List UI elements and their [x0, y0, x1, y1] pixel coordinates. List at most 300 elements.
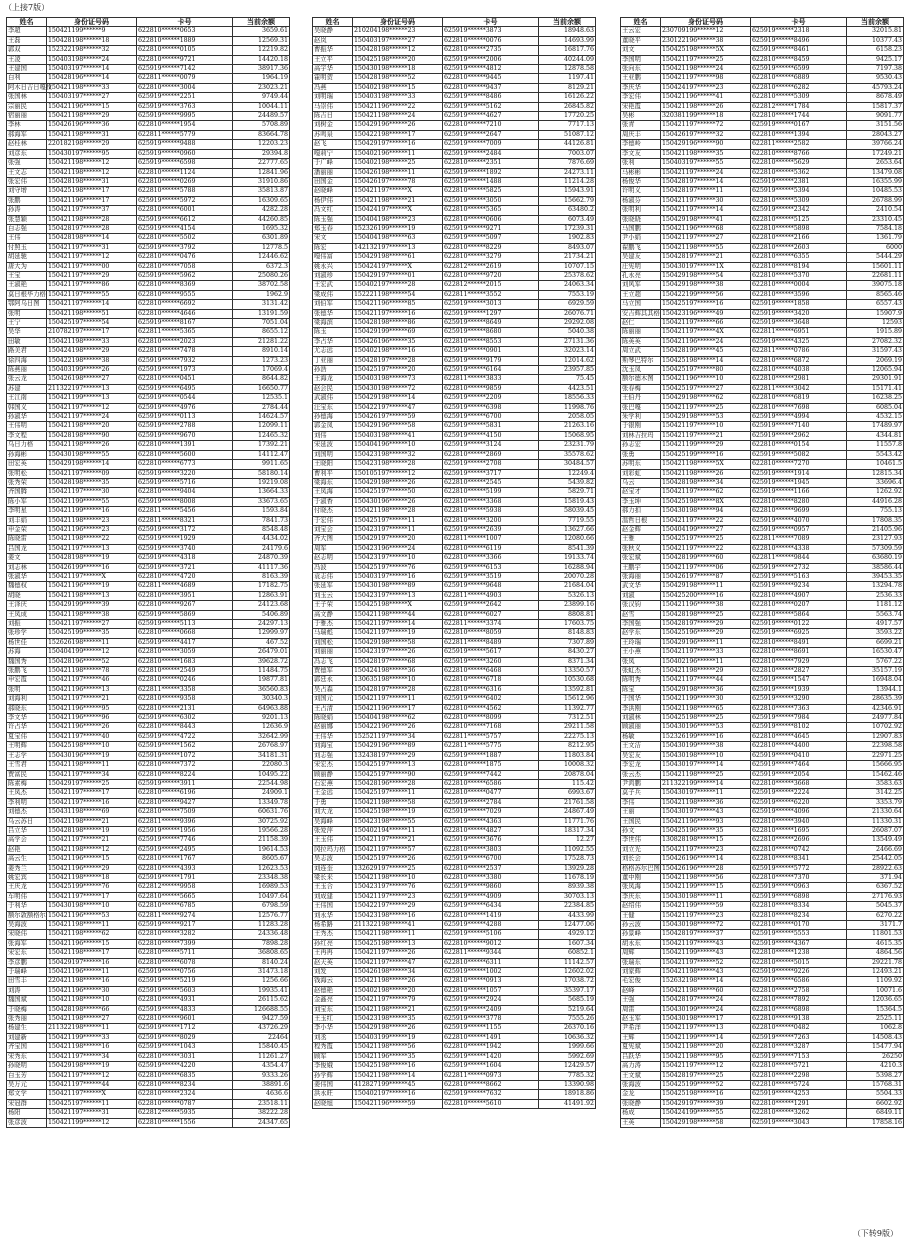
card-number-cell: 625919******4253 — [751, 1090, 847, 1099]
table-row — [313, 1005, 596, 1014]
id-number-cell: 150421198******26 — [661, 102, 751, 111]
table-row — [7, 648, 290, 657]
table-row — [621, 977, 904, 986]
card-number-cell: 622810******8691 — [751, 648, 847, 657]
name-cell: 李小华 — [313, 1024, 353, 1033]
name-cell: 孙文 — [621, 826, 661, 835]
card-number-cell: 625919******9488 — [137, 140, 233, 149]
balance-cell: 6085.04 — [847, 403, 904, 412]
id-number-cell: 150425197******26 — [353, 855, 443, 864]
card-number-cell: 625919******7632 — [443, 1090, 539, 1099]
table-row — [313, 977, 596, 986]
card-number-cell: 625919******6598 — [137, 159, 233, 168]
card-number-cell: 622810******3940 — [751, 817, 847, 826]
card-number-cell: 622810******6355 — [751, 253, 847, 262]
card-number-cell: 622810******4931 — [137, 996, 233, 1005]
table-row — [7, 488, 290, 497]
id-number-cell: 150429198******58 — [353, 638, 443, 647]
account-table-column-2 — [312, 17, 595, 1109]
name-cell: 莫子兵 — [621, 789, 661, 798]
id-number-cell: 150429196******58 — [353, 422, 443, 431]
table-row — [313, 319, 596, 328]
table-row — [7, 704, 290, 713]
id-number-cell: 211322197******13 — [47, 384, 137, 393]
id-number-cell: 150428198******90 — [47, 431, 137, 440]
card-number-cell: 622810******1124 — [137, 168, 233, 177]
card-number-cell: 622810******4645 — [751, 732, 847, 741]
id-number-cell: 150430197******95 — [47, 149, 137, 158]
card-number-cell: 622810******9445 — [443, 74, 539, 83]
balance-cell: 12080.66 — [539, 535, 596, 544]
name-cell: 高宇华 — [313, 65, 353, 74]
id-number-cell: 150421199******33 — [47, 1033, 137, 1042]
id-number-cell: 150429199******39 — [47, 601, 137, 610]
balance-cell: 21684.04 — [539, 582, 596, 591]
balance-cell: 24347.65 — [233, 1118, 290, 1127]
card-number-cell: 625919******9179 — [443, 356, 539, 365]
card-number-cell: 625919******8680 — [443, 328, 539, 337]
table-row — [7, 1099, 290, 1108]
card-number-cell: 622811******1007 — [443, 535, 539, 544]
balance-cell: 21281.22 — [233, 337, 290, 346]
card-number-cell: 622810******1057 — [443, 986, 539, 995]
card-number-cell: 625919******4288 — [443, 921, 539, 930]
balance-cell: 18948.63 — [539, 27, 596, 36]
account-balance-table — [6, 17, 290, 1128]
id-number-cell: 150421199******13 — [47, 394, 137, 403]
id-number-cell: 150421198******28 — [353, 507, 443, 516]
name-cell: 冯波 — [313, 563, 353, 572]
name-cell: 刘淑林 — [621, 714, 661, 723]
id-number-cell: 150403198******73 — [353, 375, 443, 384]
balance-cell: 7717.13 — [539, 121, 596, 130]
card-number-cell: 625919******8486 — [443, 93, 539, 102]
table-row — [7, 309, 290, 318]
id-number-cell: 150403198******41 — [353, 431, 443, 440]
card-number-cell: 625919******7140 — [751, 422, 847, 431]
table-row — [313, 168, 596, 177]
id-number-cell: 150425197******54 — [47, 319, 137, 328]
balance-cell: 19133.74 — [539, 554, 596, 563]
id-number-cell: 132438197******29 — [353, 751, 443, 760]
card-number-cell: 622810******3262 — [751, 1109, 847, 1118]
id-number-cell: 150423196******49 — [661, 309, 751, 318]
table-row — [313, 422, 596, 431]
card-number-cell: 622810******1291 — [751, 1099, 847, 1108]
id-number-cell: 150421196******15 — [47, 102, 137, 111]
table-row — [621, 234, 904, 243]
id-number-cell: 150421198******13 — [47, 591, 137, 600]
table-row — [313, 591, 596, 600]
balance-cell: 15819.43 — [539, 497, 596, 506]
id-number-cell: 150423197******10 — [353, 554, 443, 563]
id-number-cell: 150421198******10 — [47, 996, 137, 1005]
name-cell: 杨建生 — [7, 1024, 47, 1033]
name-cell: 张秀荣 — [7, 478, 47, 487]
name-cell: 莫日根毕力格 — [8, 290, 46, 298]
id-number-cell: 150421197******44 — [47, 1080, 137, 1089]
table-row — [313, 121, 596, 130]
table-row — [313, 27, 596, 36]
id-number-cell: 150428196******14 — [47, 74, 137, 83]
card-number-cell: 622810******1889 — [137, 36, 233, 45]
name-cell: 郭廷永 — [313, 676, 353, 685]
balance-cell: 15171.41 — [847, 384, 904, 393]
table-row — [313, 779, 596, 788]
name-cell: 张凤 — [621, 657, 661, 666]
balance-cell: 4344.81 — [847, 431, 904, 440]
id-number-cell: 150429198******14 — [47, 460, 137, 469]
header-balance: 当前余额 — [233, 18, 290, 27]
name-cell: 冯志飞 — [313, 657, 353, 666]
id-number-cell: 150402198******25 — [353, 159, 443, 168]
table-row — [7, 102, 290, 111]
balance-cell: 29301.91 — [847, 375, 904, 384]
id-number-cell: 150431198******69 — [47, 808, 137, 817]
balance-cell: 21263.16 — [539, 422, 596, 431]
balance-cell: 16126.22 — [539, 93, 596, 102]
table-row — [621, 751, 904, 760]
balance-cell: 2653.64 — [847, 159, 904, 168]
balance-cell: 22971.25 — [847, 751, 904, 760]
table-row — [313, 187, 596, 196]
card-number-cell: 622810******7478 — [137, 347, 233, 356]
card-number-cell: 625919******6586 — [751, 977, 847, 986]
table-row — [313, 366, 596, 375]
name-cell: 魏国斌 — [7, 996, 47, 1005]
table-row — [313, 1071, 596, 1080]
card-number-cell: 622810******3951 — [137, 591, 233, 600]
id-number-cell: 150402196******11 — [353, 149, 443, 158]
table-row — [621, 347, 904, 356]
balance-cell: 24867.49 — [539, 808, 596, 817]
card-number-cell: 622810******0246 — [137, 676, 233, 685]
table-row — [313, 921, 596, 930]
card-number-cell: 622811******5779 — [137, 130, 233, 139]
balance-cell: 755.13 — [847, 507, 904, 516]
name-cell: 宗丽民 — [7, 102, 47, 111]
id-number-cell: 150428197******68 — [353, 657, 443, 666]
card-number-cell: 625919******1562 — [137, 742, 233, 751]
table-row — [7, 911, 290, 920]
header-name: 姓名 — [313, 18, 353, 27]
balance-cell: 13592.81 — [539, 685, 596, 694]
table-row — [313, 469, 596, 478]
name-cell: 齐国腾 — [7, 488, 47, 497]
balance-cell: 10702.92 — [847, 723, 904, 732]
card-number-cell: 622810******2537 — [443, 864, 539, 873]
card-number-cell: 625919******6925 — [751, 629, 847, 638]
name-cell: 王宏武 — [313, 281, 353, 290]
id-number-cell: 150421197******24 — [661, 168, 751, 177]
name-cell: 于瑞峰 — [7, 968, 47, 977]
id-number-cell: 412827199******45 — [353, 1080, 443, 1089]
table-row — [313, 1099, 596, 1108]
id-number-cell: 150430196******19 — [47, 751, 137, 760]
balance-cell: 5045.37 — [847, 902, 904, 911]
name-cell: 于利华 — [7, 902, 47, 911]
balance-cell: 6270.22 — [847, 911, 904, 920]
name-cell: 王丽 — [621, 808, 661, 817]
name-cell: 张秀丽 — [7, 1015, 47, 1024]
name-cell: 周立武 — [621, 347, 661, 356]
table-row — [313, 883, 596, 892]
name-cell: 张淑华 — [7, 572, 47, 581]
name-cell: 孙云波 — [621, 921, 661, 930]
balance-cell: 24179.6 — [233, 544, 290, 553]
name-cell: 李占华 — [313, 337, 353, 346]
table-row — [313, 761, 596, 770]
id-number-cell: 150421197******52 — [661, 958, 751, 967]
name-cell: 杨世佳 — [7, 638, 47, 647]
table-row — [621, 300, 904, 309]
table-row — [7, 206, 290, 215]
id-number-cell: 150429196******26 — [353, 121, 443, 130]
balance-cell: 17603.75 — [539, 620, 596, 629]
name-cell: 刘国元 — [313, 695, 353, 704]
card-number-cell: 625919******9648 — [443, 582, 539, 591]
name-cell: 刘丞 — [313, 1033, 353, 1042]
balance-cell: 15907.9 — [847, 309, 904, 318]
id-number-cell: 150421197******29 — [47, 271, 137, 280]
card-number-cell: 625919******2732 — [751, 563, 847, 572]
name-cell: 李利明 — [7, 798, 47, 807]
table-row — [621, 112, 904, 121]
table-row — [621, 667, 904, 676]
table-row — [7, 450, 290, 459]
table-row — [313, 873, 596, 882]
name-cell: 赵宝才 — [621, 488, 661, 497]
id-number-cell: 150428197******28 — [353, 356, 443, 365]
card-number-cell: 625919******1043 — [137, 1043, 233, 1052]
balance-cell: 1695.32 — [233, 224, 290, 233]
balance-cell: 19614.53 — [233, 845, 290, 854]
name-cell: 张慧颖 — [7, 215, 47, 224]
card-number-cell: 625919******2647 — [443, 130, 539, 139]
table-row — [313, 281, 596, 290]
card-number-cell: 625919******5869 — [137, 610, 233, 619]
balance-cell: 24336.48 — [233, 930, 290, 939]
balance-cell: 15840.45 — [233, 1043, 290, 1052]
balance-cell: 1256.66 — [233, 977, 290, 986]
table-row — [621, 1005, 904, 1014]
balance-cell: 7312.51 — [539, 714, 596, 723]
balance-cell: 6073.49 — [539, 215, 596, 224]
name-cell: 孙红亮 — [313, 939, 353, 948]
id-number-cell: 150429198******19 — [47, 1062, 137, 1071]
name-cell: 刘文 — [621, 46, 661, 55]
balance-cell: 7785.32 — [539, 1071, 596, 1080]
card-number-cell: 622810******9720 — [443, 271, 539, 280]
table-row — [621, 1062, 904, 1071]
balance-cell: 1915.89 — [847, 328, 904, 337]
id-number-cell: 150423197******76 — [353, 883, 443, 892]
balance-cell: 24489.57 — [233, 112, 290, 121]
id-number-cell: 150421196******15 — [47, 855, 137, 864]
balance-cell: 12878.58 — [539, 65, 596, 74]
balance-cell: 17858.16 — [847, 1118, 904, 1127]
card-number-cell: 622810******8234 — [137, 1080, 233, 1089]
balance-cell: 5563.74 — [847, 610, 904, 619]
table-header-row — [313, 18, 596, 27]
name-cell: 李彦鹏 — [7, 958, 47, 967]
card-number-cell: 622810******8194 — [751, 262, 847, 271]
table-row — [621, 1015, 904, 1024]
name-cell: 陈小军 — [7, 497, 47, 506]
card-number-cell: 622810******6282 — [751, 83, 847, 92]
table-row — [7, 779, 290, 788]
id-number-cell: 132629197******25 — [353, 864, 443, 873]
card-number-cell: 622811******5775 — [443, 742, 539, 751]
balance-cell: 17720.25 — [539, 112, 596, 121]
id-number-cell: 150425198******17 — [47, 187, 137, 196]
id-number-cell: 220421198******16 — [47, 977, 137, 986]
table-row — [621, 1080, 904, 1089]
name-cell: 于国华 — [621, 695, 661, 704]
balance-cell: 29221.78 — [847, 958, 904, 967]
name-cell: 贾富民 — [7, 770, 47, 779]
card-number-cell: 622811******0973 — [443, 1071, 539, 1080]
card-number-cell: 625919******4417 — [137, 638, 233, 647]
balance-cell: 11771.76 — [539, 817, 596, 826]
name-cell: 王强 — [621, 996, 661, 1005]
name-cell: 王鹏宇 — [621, 563, 661, 572]
id-number-cell: 150425197******11 — [353, 789, 443, 798]
name-cell: 吴万元 — [7, 1080, 47, 1089]
name-cell: 刘宝东 — [313, 1005, 353, 1014]
id-number-cell: 150430197******43 — [661, 808, 751, 817]
table-row — [7, 921, 290, 930]
name-cell: 赵晓峰 — [313, 187, 353, 196]
id-number-cell: 150426198******27 — [47, 375, 137, 384]
name-cell: 路美君 — [7, 347, 47, 356]
id-number-cell: 210782197******17 — [47, 328, 137, 337]
name-cell: 车明伟 — [7, 892, 47, 901]
balance-cell: 5398.27 — [847, 1071, 904, 1080]
balance-cell: 26788.99 — [847, 196, 904, 205]
card-number-cell: 622810******5724 — [751, 1080, 847, 1089]
id-number-cell: 150425197******11 — [47, 1099, 137, 1108]
balance-cell: 467.52 — [233, 638, 290, 647]
card-number-cell: 625919******5113 — [137, 620, 233, 629]
name-cell: 王伟明 — [7, 422, 47, 431]
table-row — [621, 544, 904, 553]
name-cell: 刘国松 — [313, 638, 353, 647]
card-number-cell: 622810******5610 — [443, 1099, 539, 1108]
table-row — [7, 930, 290, 939]
id-number-cell: 150421197******34 — [47, 770, 137, 779]
name-cell: 安吉辉其其格 — [622, 309, 660, 317]
card-number-cell: 622810******1767 — [137, 855, 233, 864]
id-number-cell: 150425198******10 — [47, 742, 137, 751]
name-cell: 孙浩 — [313, 366, 353, 375]
id-number-cell: 150421196******30 — [47, 986, 137, 995]
balance-cell: 12623.53 — [233, 864, 290, 873]
table-row — [313, 140, 596, 149]
card-number-cell: 622810******5600 — [137, 450, 233, 459]
table-row — [313, 478, 596, 487]
table-row — [621, 319, 904, 328]
id-number-cell: 150421197******14 — [353, 620, 443, 629]
balance-cell: 38222.28 — [233, 1109, 290, 1118]
balance-cell: 13350.57 — [539, 667, 596, 676]
balance-cell: 6301.89 — [233, 234, 290, 243]
id-number-cell: 150421198******56 — [353, 1043, 443, 1052]
balance-cell: 7584.18 — [847, 224, 904, 233]
table-row — [621, 996, 904, 1005]
balance-cell: 29292.08 — [539, 319, 596, 328]
card-number-cell: 622810******1744 — [751, 112, 847, 121]
table-row — [313, 892, 596, 901]
id-number-cell: 211322198******41 — [353, 921, 443, 930]
card-number-cell: 625919******0410 — [751, 751, 847, 760]
name-cell: 王宝 — [7, 271, 47, 280]
card-number-cell: 622810******0653 — [137, 27, 233, 36]
balance-cell: 7898.28 — [233, 939, 290, 948]
table-row — [621, 262, 904, 271]
card-number-cell: 622810******0482 — [751, 1024, 847, 1033]
table-row — [621, 65, 904, 74]
table-row — [7, 1080, 290, 1089]
name-cell: 王文洁 — [621, 742, 661, 751]
table-row — [7, 629, 290, 638]
balance-cell: 1607.34 — [539, 939, 596, 948]
card-number-cell: 625919******5082 — [751, 450, 847, 459]
card-number-cell: 625919******4318 — [137, 554, 233, 563]
balance-cell: 32015.81 — [847, 27, 904, 36]
card-number-cell: 622812******2619 — [443, 262, 539, 271]
table-row — [621, 770, 904, 779]
id-number-cell: 150429198******38 — [661, 281, 751, 290]
card-number-cell: 625919******3676 — [443, 836, 539, 845]
name-cell: 冯燕 — [313, 83, 353, 92]
balance-cell: 11557.8 — [847, 441, 904, 450]
name-cell: 嘎伟富 — [313, 253, 353, 262]
balance-cell: 41117.36 — [233, 563, 290, 572]
id-number-cell: 150429197******16 — [353, 140, 443, 149]
name-cell: 张延军 — [313, 582, 353, 591]
balance-cell: 18556.33 — [539, 394, 596, 403]
id-number-cell: 150421198******22 — [47, 535, 137, 544]
name-cell: 张珍学 — [7, 629, 47, 638]
card-number-cell: 625919******8029 — [137, 1033, 233, 1042]
name-cell: 郝晓东 — [7, 704, 47, 713]
balance-cell: 12602.02 — [539, 968, 596, 977]
table-row — [7, 1015, 290, 1024]
name-cell: 王淑艳 — [7, 281, 47, 290]
id-number-cell: 150422198******17 — [353, 130, 443, 139]
card-number-cell: 625919******3648 — [751, 319, 847, 328]
balance-cell: 44916.28 — [847, 497, 904, 506]
name-cell: 赵晓旭 — [313, 1099, 353, 1108]
card-number-cell: 622810******9437 — [443, 83, 539, 92]
name-cell: 张虹杰 — [621, 667, 661, 676]
table-row — [621, 902, 904, 911]
balance-cell: 7003.07 — [539, 149, 596, 158]
card-number-cell: 622810******8224 — [137, 770, 233, 779]
account-balance-table — [620, 17, 904, 1128]
card-number-cell: 625919******6302 — [137, 714, 233, 723]
name-cell: 李庆东 — [621, 892, 661, 901]
id-number-cell: 150424199******55 — [661, 1109, 751, 1118]
table-row — [313, 337, 596, 346]
id-number-cell: 150421197******14 — [661, 206, 751, 215]
table-row — [621, 281, 904, 290]
name-cell: 刘海利 — [7, 695, 47, 704]
balance-cell: 17038.72 — [539, 977, 596, 986]
card-number-cell: 622810******2758 — [751, 986, 847, 995]
name-cell: 宿丽丽 — [7, 112, 47, 121]
